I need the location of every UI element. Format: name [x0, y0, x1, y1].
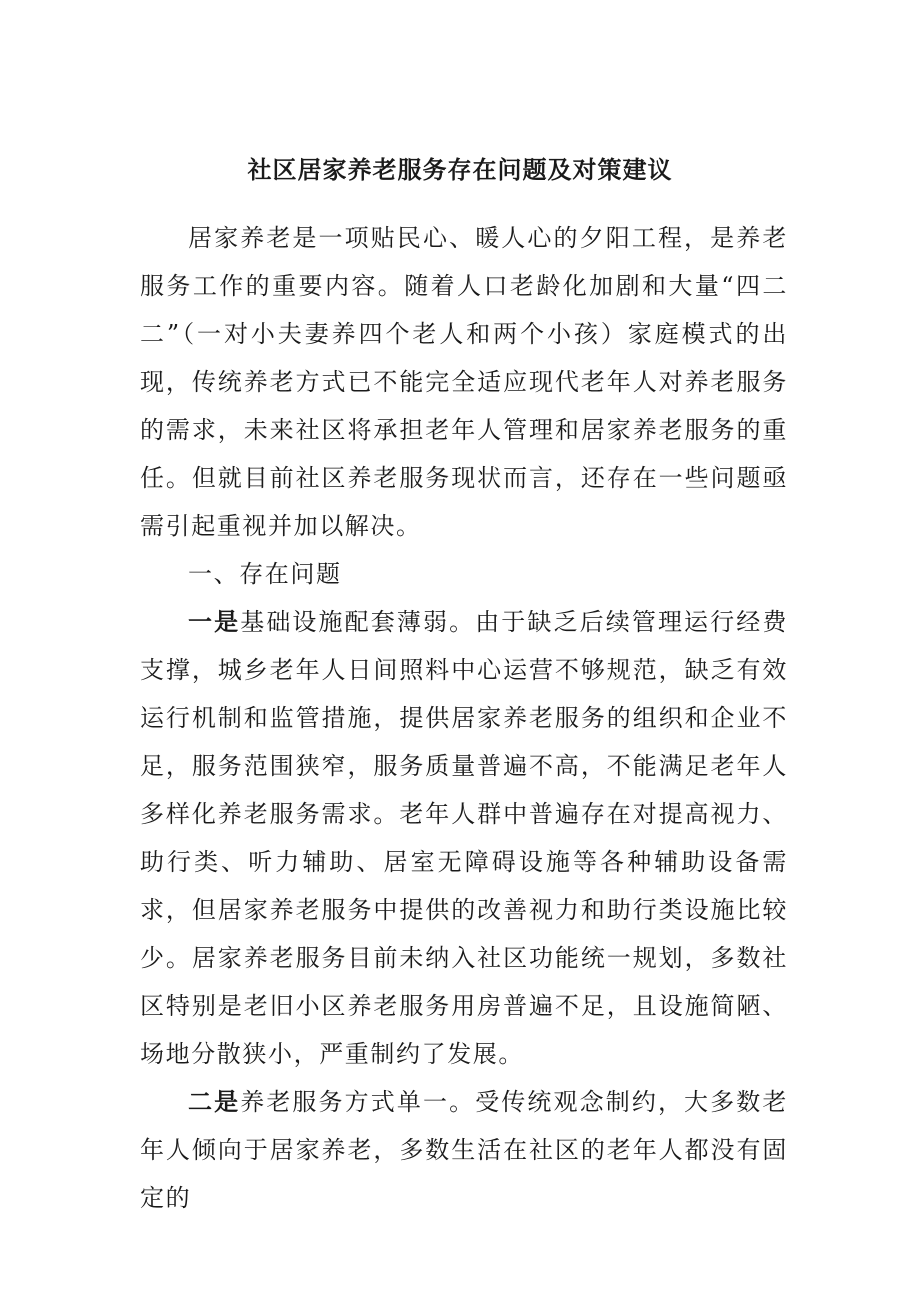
document-title: 社区居家养老服务存在问题及对策建议	[247, 155, 673, 184]
point-text-1: 基础设施配套薄弱。由于缺乏后续管理运行经费支撑，城乡老年人日间照料中心运营不够规范，缺乏有效运行机制和监管措施，提供居家养老服务的组织和企业不足，服务范围狭窄，服务质量普遍不高，不能满足老年人多样化养老服务需求。老年人群中普遍存在对提高视力、助行类、听力辅助、居室无障碍设施等各种辅助设备需求，但居家养老服务中提供的改善视力和助行类设施比较少。居家养老服务目前未纳入社区功能统一规划，多数社区特别是老旧小区养老服务用房普遍不足，且设施简陋、场地分散狭小，严重制约了发展。	[140, 608, 788, 1068]
section-heading: 一、存在问题	[188, 560, 342, 588]
point-paragraph-1	[140, 598, 788, 1078]
document-body	[140, 214, 788, 1222]
point-lead-2: 二是	[188, 1087, 241, 1116]
intro-paragraph: 居家养老是一项贴民心、暖人心的夕阳工程，是养老服务工作的重要内容。随着人口老龄化加剧和大量“四二二”（一对小夫妻养四个老人和两个小孩）家庭模式的出现，传统养老方式已不能完全适应现代老年人对养老服务的需求，未来社区将承担老年人管理和居家养老服务的重任。但就目前社区养老服务现状而言，还存在一些问题亟需引起重视并加以解决。	[140, 224, 788, 540]
point-text-2: 养老服务方式单一。受传统观念制约，大多数老年人倾向于居家养老，多数生活在社区的老年人都没有固定的	[140, 1088, 788, 1212]
point-lead-1: 一是	[188, 607, 241, 636]
point-paragraph-2	[140, 1078, 788, 1222]
